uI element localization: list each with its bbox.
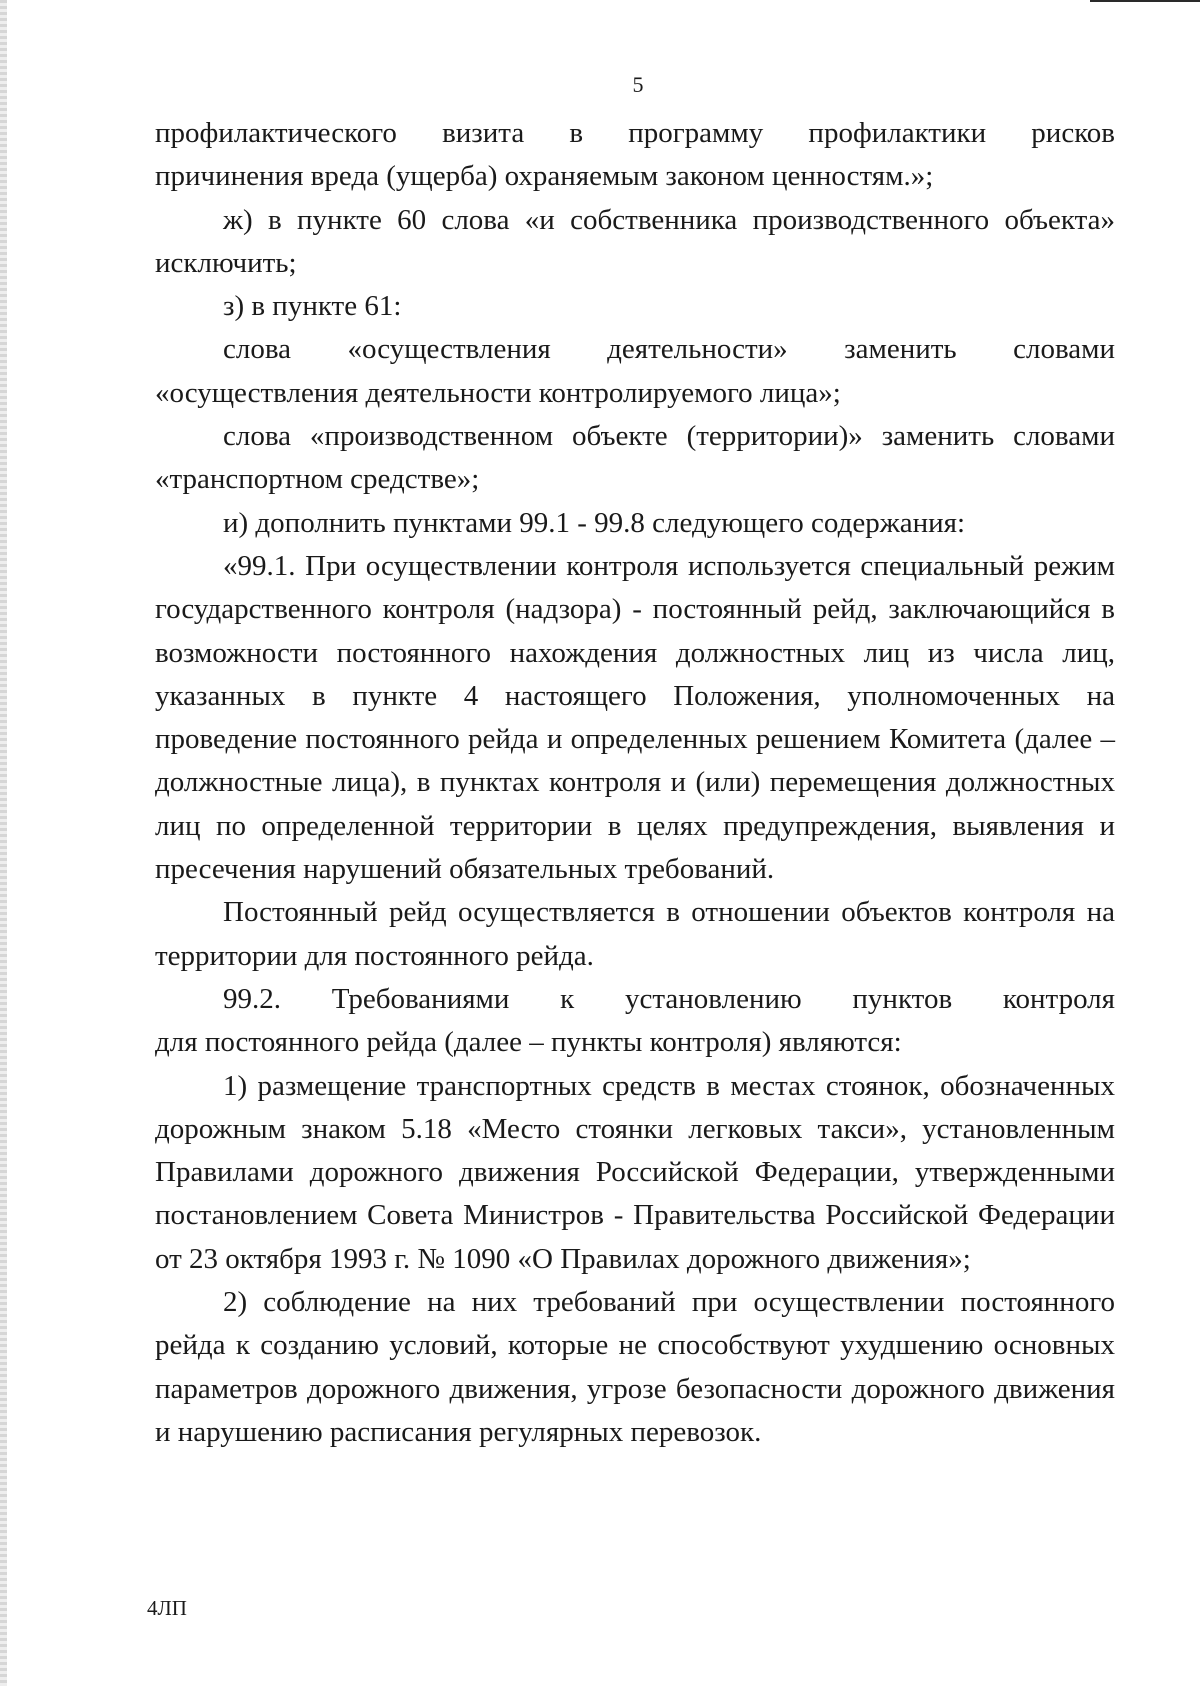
paragraph-zh: ж) в пункте 60 слова «и собственника производственного объекта» исключить;	[155, 203, 1115, 279]
paragraph-99-2-line-1: 99.2. Требованиями к установлению пунктов контроля	[223, 982, 1115, 1015]
paragraph-1-line-1: профилактического визита в программу профилактики рисков	[155, 117, 1115, 149]
paragraph-99-1: «99.1. При осуществлении контроля используется специальный режим государственного контроля (надзора) - постоянный рейд, заключающийся в возможности постоянного нахождения должностных лиц из числа лиц, указанных в пункте 4 настоящего Положения, уполномоченных на проведение постоянного рейда и определенных решением Комитета (далее – должностные лица), в пунктах контроля и (или) перемещения должностных лиц по определенной территории в целях предупреждения, выявления и пресечения нарушений обязательных требований.	[155, 549, 1115, 886]
paragraph-1-line-2: причинения вреда (ущерба) охраняемым законом ценностям.»;	[155, 160, 934, 193]
top-rule-line	[1090, 0, 1200, 2]
paragraph-words-1-line-1: слова «осуществления деятельности» заменить словами	[223, 333, 1115, 366]
document-body	[155, 112, 1115, 1454]
paragraph-i: и) дополнить пунктами 99.1 - 99.8 следующего содержания:	[223, 506, 966, 539]
paragraph-item-1: 1) размещение транспортных средств в местах стоянок, обозначенных дорожным знаком 5.18 «Место стоянки легковых такси», установленным Правилами дорожного движения Российской Федерации, утвержденными постановлением Совета Министров - Правительства Российской Федерации от 23 октября 1993 г. № 1090 «О Правилах дорожного движения»;	[155, 1069, 1115, 1275]
paragraph-item-2: 2) соблюдение на них требований при осуществлении постоянного рейда к созданию условий, которые не способствуют ухудшению основных параметров дорожного движения, угрозе безопасности дорожного движения и нарушению расписания регулярных перевозок.	[155, 1286, 1115, 1448]
paragraph-permanent-raid: Постоянный рейд осуществляется в отношении объектов контроля на территории для постоянного рейда.	[155, 896, 1115, 972]
page-number: 5	[632, 72, 644, 97]
footer-code: 4ЛП	[147, 1596, 187, 1620]
paragraph-99-2-line-2: для постоянного рейда (далее – пункты контроля) являются:	[155, 1026, 902, 1059]
paragraph-z: з) в пункте 61:	[223, 290, 402, 323]
paragraph-words-2: слова «производственном объекте (территории)» заменить словами «транспортном средстве»;	[155, 420, 1115, 496]
paragraph-words-1-line-2: «осуществления деятельности контролируемого лица»;	[155, 376, 841, 409]
scan-edge-artifact	[0, 0, 7, 1686]
